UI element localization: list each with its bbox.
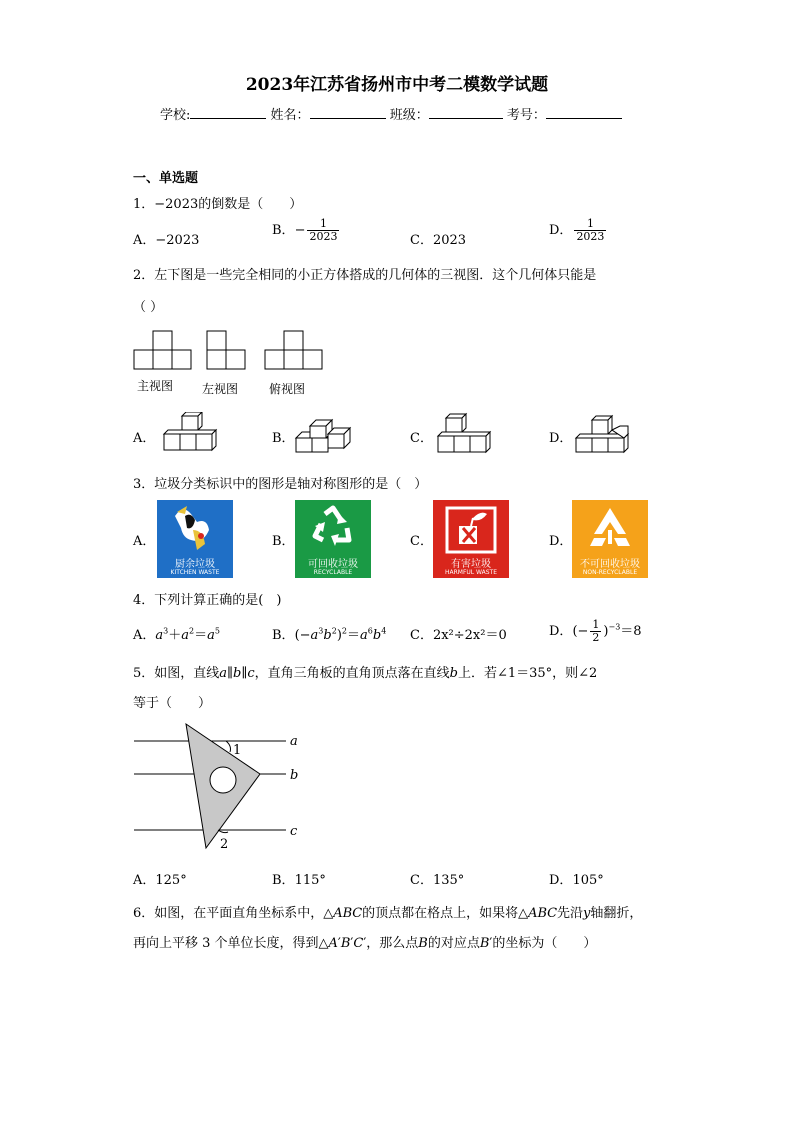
option-letter: C． [410, 628, 433, 643]
line-a-label: a [290, 734, 298, 749]
sign-chinese-label: 厨余垃圾 [175, 559, 215, 570]
kitchen-waste-sign [157, 500, 233, 578]
q4-option-a[interactable]: A．$a^3+a^2=a^5$ [133, 626, 220, 643]
option-letter: C． [410, 534, 433, 549]
option-letter: A． [133, 628, 156, 643]
q1-stem: 1．−2023的倒数是（ ） [133, 197, 303, 212]
kitchen-waste-icon [157, 500, 233, 556]
q4-option-d[interactable]: D．(− $\frac{1}{2}$ )$^{-3}$＝8 [549, 618, 642, 644]
exam-no-label: 考号： [506, 108, 546, 123]
q5-stem-line1: 5．如图，直线𝑎∥𝑏∥𝑐，直角三角板的直角顶点落在直线𝑏上．若∠1＝35°，则∠2 [133, 666, 598, 681]
harmful-waste-icon [433, 500, 509, 556]
left-view-label: 左视图 [202, 382, 239, 396]
angle-1-label: 1 [233, 743, 242, 758]
non-recyclable-icon [572, 500, 648, 556]
fraction-numerator: 1 [586, 217, 594, 230]
q5-option-c[interactable] [410, 869, 464, 888]
option-letter: D． [549, 873, 573, 888]
class-blank[interactable] [429, 105, 503, 119]
q3-option-d[interactable] [549, 530, 572, 549]
q4-stem: 4．下列计算正确的是( ) [133, 593, 282, 608]
q5-stem-line2: 等于（ ） [133, 696, 212, 711]
option-letter: D． [549, 223, 573, 238]
q1-option-a[interactable] [133, 229, 199, 248]
sign-english-label: RECYCLABLE [313, 569, 353, 576]
harmful-waste-sign [433, 500, 509, 578]
q2-option-a-cube-figure [150, 412, 220, 456]
top-view-label: 俯视图 [269, 382, 306, 396]
non-recyclable-sign [572, 500, 648, 578]
option-text: −2023 [155, 233, 200, 248]
option-text: ＝8 [620, 624, 642, 639]
option-text: 105° [572, 873, 604, 888]
sign-english-label: HARMFUL WASTE [444, 569, 498, 576]
fraction-denominator: 2023 [576, 230, 605, 243]
recycle-icon [295, 500, 371, 556]
q3-stem: 3．垃圾分类标识中的图形是轴对称图形的是（ ） [133, 477, 428, 492]
option-text: 2023 [432, 233, 467, 248]
fraction-denominator: 2023 [309, 230, 338, 243]
name-label: 姓名： [270, 108, 310, 123]
q3-option-a[interactable] [133, 530, 155, 549]
option-letter: D． [549, 431, 573, 446]
option-letter: B． [272, 431, 295, 446]
q5-option-d[interactable] [549, 869, 604, 888]
sign-chinese-label: 有害垃圾 [451, 559, 491, 570]
fraction: $\frac{1}{2}$ [592, 618, 600, 644]
option-letter: A． [133, 534, 156, 549]
q1-option-c[interactable] [410, 229, 466, 248]
parallel-lines-triangle-figure [130, 722, 330, 857]
q1-option-b[interactable] [272, 218, 341, 243]
q6-stem-line1: 6．如图，在平面直角坐标系中，△𝐴𝐵𝐶的顶点都在格点上，如果将△𝐴𝐵𝐶先沿𝑦轴翻折， [133, 906, 643, 921]
option-letter: C． [410, 233, 433, 248]
option-letter: C． [410, 873, 433, 888]
q4-option-b[interactable]: B．$(-a^3b^2)^2=a^6b^4$ [272, 626, 387, 643]
q3-option-c[interactable] [410, 530, 433, 549]
q6-stem-line2: 再向上平移 3 个单位长度，得到△𝐴′𝐵′𝐶′，那么点𝐵的对应点𝐵′的坐标为（ ） [133, 936, 597, 951]
page-title: 2023年江苏省扬州市中考二模数学试题 [245, 75, 549, 95]
option-letter: A． [133, 873, 156, 888]
line-b-label: b [290, 768, 299, 783]
q3-option-b[interactable] [272, 530, 295, 549]
school-label: 学校: [160, 108, 191, 123]
option-text: 125° [155, 873, 187, 888]
q5-option-a[interactable] [133, 869, 187, 888]
q2-option-b-cube-figure [292, 412, 362, 456]
sign-chinese-label: 不可回收垃圾 [580, 559, 640, 570]
q2-option-c-cube-figure [430, 412, 500, 456]
front-view-label: 主视图 [137, 379, 174, 393]
class-label: 班级： [389, 108, 429, 123]
three-views-figure [130, 328, 330, 372]
student-info-line [160, 104, 622, 123]
option-letter: A． [133, 431, 156, 446]
angle-2-label: 2 [220, 837, 229, 852]
minus-sign: − [294, 223, 306, 238]
option-text: 115° [294, 873, 326, 888]
sign-chinese-label: 可回收垃圾 [308, 559, 358, 570]
exam-no-blank[interactable] [546, 105, 622, 119]
option-letter: B． [272, 873, 295, 888]
q2-stem-line1: 2．左下图是一些完全相同的小正方体搭成的几何体的三视图．这个几何体只能是 [133, 268, 597, 283]
q5-option-b[interactable] [272, 869, 326, 888]
q4-option-c[interactable] [410, 624, 507, 643]
sign-english-label: NON-RECYCLABLE [582, 569, 638, 576]
option-letter: D． [549, 534, 573, 549]
recyclable-sign [295, 500, 371, 578]
fraction-numerator: 1 [319, 217, 327, 230]
fraction [307, 218, 339, 243]
option-letter: B． [272, 534, 295, 549]
sign-english-label: KITCHEN WASTE [170, 569, 220, 576]
q1-option-d[interactable] [549, 218, 608, 243]
q2-option-d[interactable] [549, 427, 572, 446]
school-blank[interactable] [190, 105, 266, 119]
option-text: 2x²÷2x²＝0 [432, 628, 507, 643]
option-text: 135° [432, 873, 465, 888]
option-letter: B． [272, 628, 295, 643]
option-letter: B． [272, 223, 295, 238]
fraction [574, 218, 606, 243]
option-letter: D． [549, 624, 573, 639]
name-blank[interactable] [310, 105, 386, 119]
option-letter: A． [133, 233, 156, 248]
q2-option-d-cube-figure [570, 412, 640, 456]
option-letter: C． [410, 431, 433, 446]
line-c-label: c [290, 824, 298, 839]
q2-stem-line2: （ ） [133, 300, 164, 315]
section-title: 一、单选题 [133, 171, 199, 186]
